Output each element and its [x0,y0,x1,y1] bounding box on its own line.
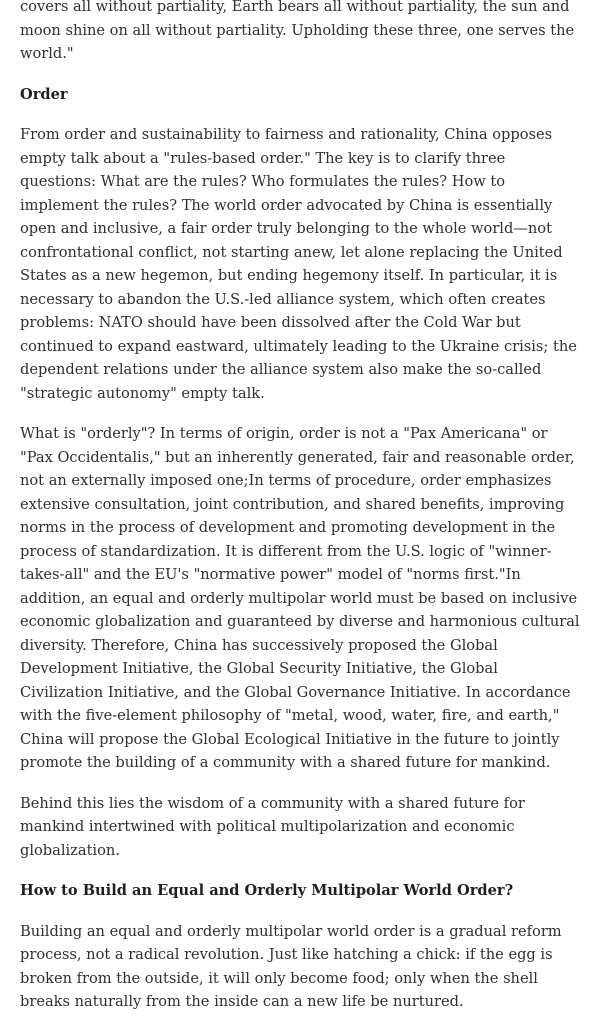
order-paragraph-3: Behind this lies the wisdom of a community with a shared future for mankind intertwined with political multipolarization and economic globalization. [20,794,525,859]
build-paragraph-1: Building an equal and orderly multipolar world order is a gradual reform process, not a radical revolution. Just like hatching a chick: if the egg is broken from the outside, it will only become food; only when the shell breaks naturally from the inside can a new life be nurtured. [20,922,562,1010]
section-heading-build: How to Build an Equal and Orderly Multipolar World Order? [20,882,514,899]
order-paragraph-1: From order and sustainability to fairness and rationality, China opposes empty talk about a "rules-based order." The key is to clarify three questions: What are the rules? Who formulates the rules? How to implement the rules? The world order advocated by China is essentially open and inclusive, a fair order truly belonging to the whole world—not confrontational conflict, not starting anew, let alone replacing the United States as a new hegemon, but ending hegemony itself. In particular, it is necessary to abandon the U.S.-led alliance system, which often creates problems: NATO should have been dissolved after the Cold War but continued to expand eastward, ultimately leading to the Ukraine crisis; the dependent relations under the alliance system also make the so-called "strategic autonomy" empty talk. [20,126,577,402]
intro-paragraph-tail: covers all without partiality, Earth bears all without partiality, the sun and moon shine on all without partiality. Upholding these three, one serves the world." [20,0,575,62]
article-body [20,0,582,1031]
order-paragraph-2: What is "orderly"? In terms of origin, order is not a "Pax Americana" or "Pax Occidentalis," but an inherently generated, fair and reasonable order, not an externally imposed one;In terms of procedure, order emphasizes extensive consultation, joint contribution, and shared benefits, improving norms in the process of development and promoting development in the process of standardization. It is different from the U.S. logic of "winner-takes-all" and the EU's "normative power" model of "norms first."In addition, an equal and orderly multipolar world must be based on inclusive economic globalization and guaranteed by diverse and harmonious cultural diversity. Therefore, China has successively proposed the Global Development Initiative, the Global Security Initiative, the Global Civilization Initiative, and the Global Governance Initiative. In accordance with the five-element philosophy of "metal, wood, water, fire, and earth," China will propose the Global Ecological Initiative in the future to jointly promote the building of a community with a shared future for mankind. [20,425,580,771]
section-heading-order: Order [20,85,68,103]
